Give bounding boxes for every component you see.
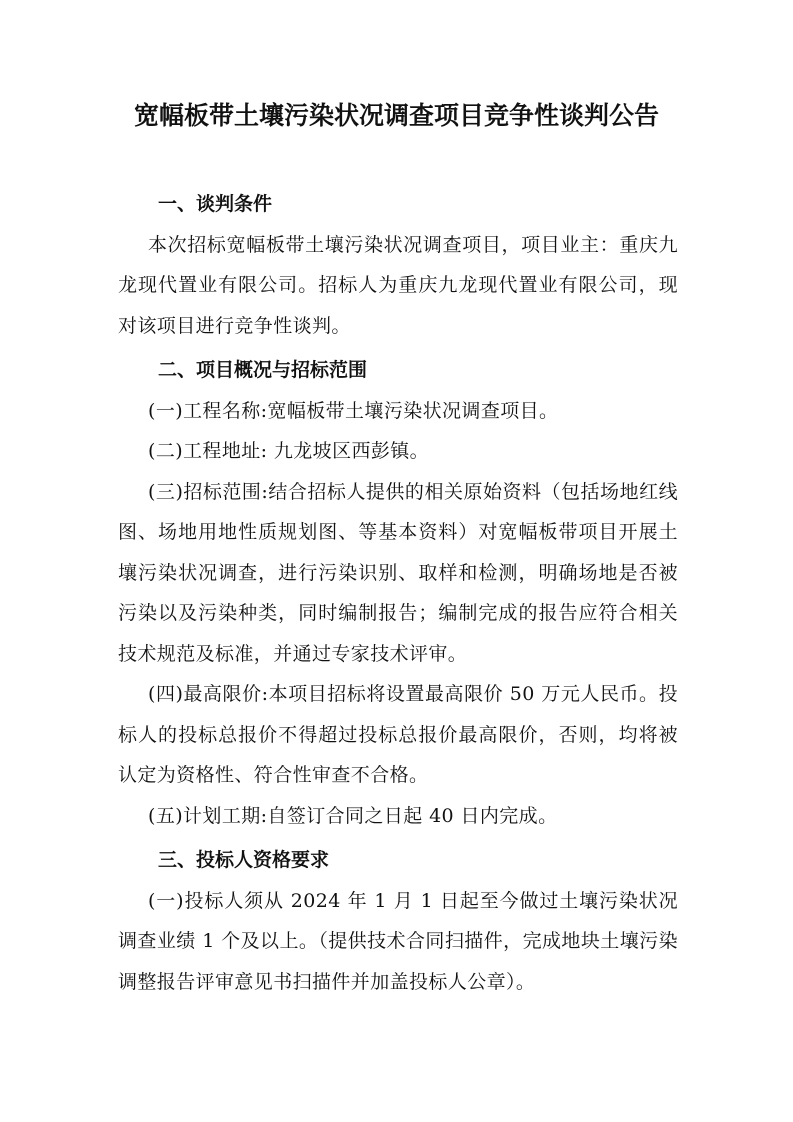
paragraph-bid-scope: (三)招标范围:结合招标人提供的相关原始资料（包括场地红线图、场地用地性质规划图、等基本资料）对宽幅板带项目开展土壤污染状况调查，进行污染识别、取样和检测，明确场地是否被污染以及污染种类，同时编制报告；编制完成的报告应符合相关技术规范及标准，并通过专家技术评审。: [118, 480, 678, 665]
paragraph-price-limit: (四)最高限价:本项目招标将设置最高限价 50 万元人民币。投标人的投标总报价不得超过投标总报价最高限价，否则，均将被认定为资格性、符合性审查不合格。: [118, 683, 678, 786]
document-title: 宽幅板带土壤污染状况调查项目竞争性谈判公告: [133, 101, 659, 130]
paragraph-project-name: (一)工程名称:宽幅板带土壤污染状况调查项目。: [148, 399, 559, 422]
paragraph-project-address: (二)工程地址: 九龙坡区西彭镇。: [148, 440, 430, 462]
section-heading-bidder-qualifications: 三、投标人资格要求: [158, 849, 330, 871]
section-heading-project-overview: 二、项目概况与招标范围: [158, 359, 368, 381]
document-body: [118, 180, 678, 1002]
paragraph-schedule: (五)计划工期:自签订合同之日起 40 日内完成。: [148, 804, 558, 827]
paragraph-qualification-1: (一)投标人须从 2024 年 1 月 1 日起至今做过土壤污染状况调查业绩 1 个及以上。（提供技术合同扫描件，完成地块土壤污染调整报告评审意见书扫描件并加盖投标人公章）。: [118, 889, 678, 993]
paragraph-negotiation-conditions: 本次招标宽幅板带土壤污染状况调查项目，项目业主：重庆九龙现代置业有限公司。招标人为重庆九龙现代置业有限公司，现对该项目进行竞争性谈判。: [118, 233, 678, 337]
section-heading-negotiation-conditions: 一、谈判条件: [158, 193, 273, 215]
